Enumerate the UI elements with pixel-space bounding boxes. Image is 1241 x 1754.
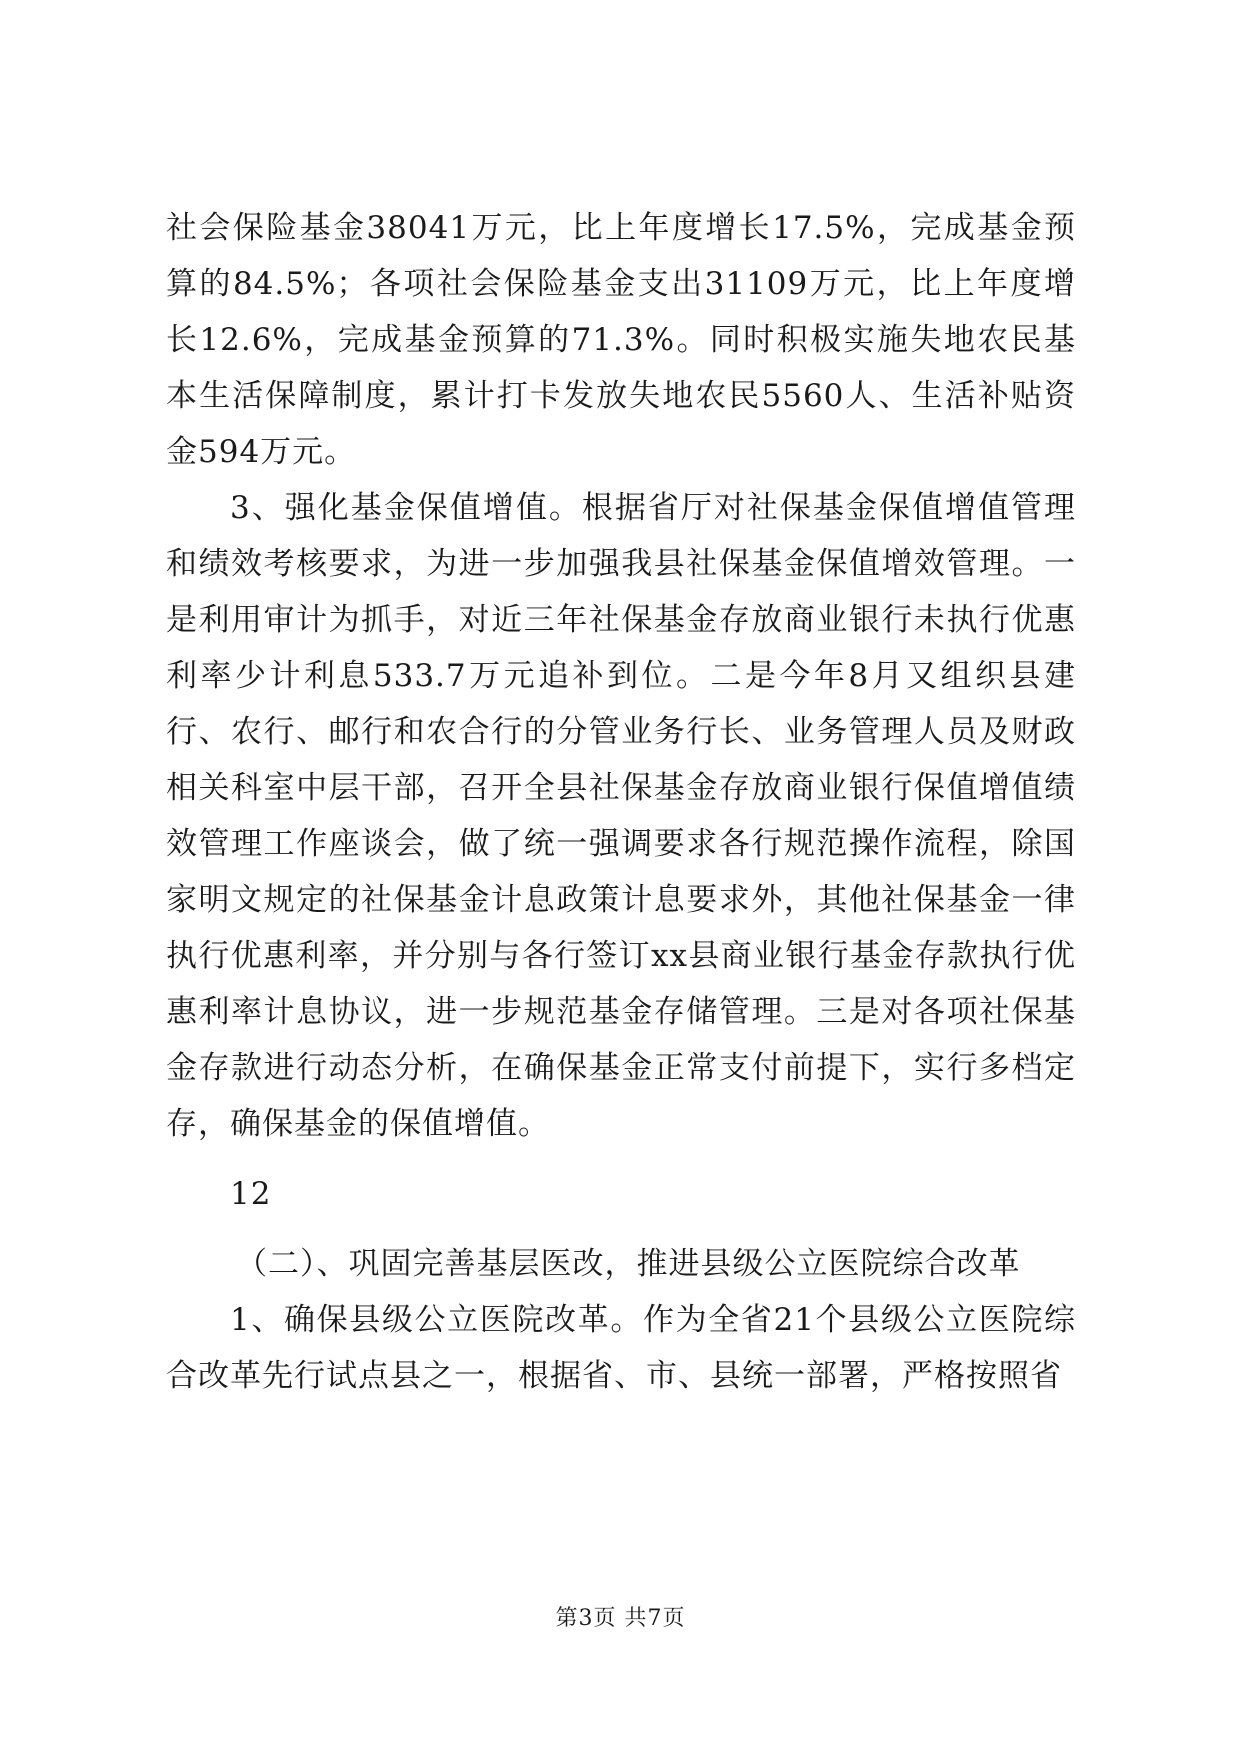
section-heading-medical-reform: （二）、巩固完善基层医改，推进县级公立医院综合改革	[236, 1246, 1021, 1282]
paragraph-fund-income: 社会保险基金38041万元，比上年度增长17.5%，完成基金预算的84.5%；各项社会保险基金支出31109万元，比上年度增长12.6%，完成基金预算的71.3%。同时积极实施失地农民基本生活保障制度，累计打卡发放失地农民5560人、生活补贴资金594万元。	[166, 210, 1076, 470]
paragraph-fund-appreciation: 3、强化基金保值增值。根据省厅对社保基金保值增值管理和绩效考核要求，为进一步加强我县社保基金保值增效管理。一是利用审计为抓手，对近三年社保基金存放商业银行未执行优惠利率少计利息533.7万元追补到位。二是今年8月又组织县建行、农行、邮行和农合行的分管业务行长、业务管理人员及财政相关科室中层干部，召开全县社保基金存放商业银行保值增值绩效管理工作座谈会，做了统一强调要求各行规范操作流程，除国家明文规定的社保基金计息政策计息要求外，其他社保基金一律执行优惠利率，并分别与各行签订xx县商业银行基金存款执行优惠利率计息协议，进一步规范基金存储管理。三是对各项社保基金存款进行动态分析，在确保基金正常支付前提下，实行多档定存，确保基金的保值增值。	[166, 490, 1076, 1142]
paragraph-county-hospital-reform: 1、确保县级公立医院改革。作为全省21个县级公立医院综合改革先行试点县之一，根据省、市、县统一部署，严格按照省	[166, 1302, 1076, 1394]
page-footer: 第3页 共7页	[555, 1606, 686, 1631]
document-body	[166, 200, 1076, 1404]
paragraph-number-label: 12	[230, 1176, 272, 1212]
